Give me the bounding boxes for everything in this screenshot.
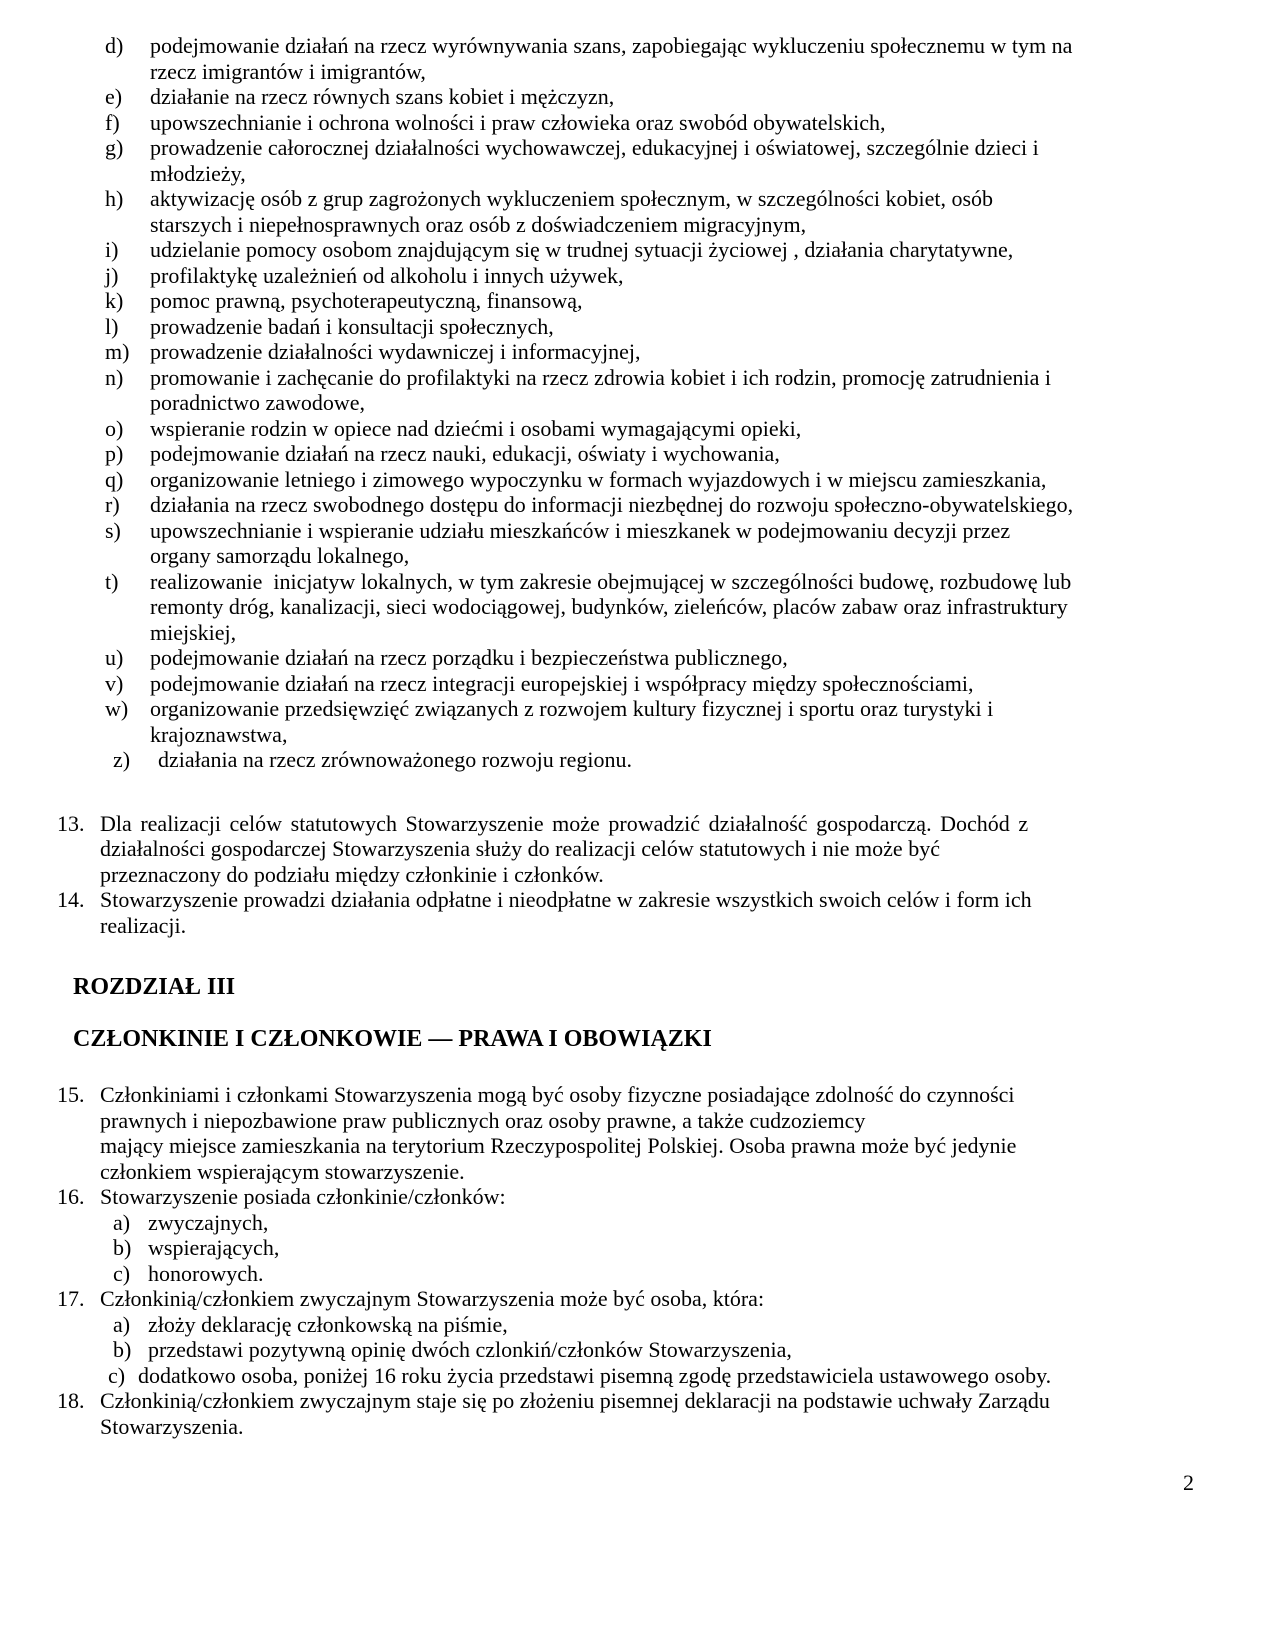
numbered-item — [57, 1082, 1257, 1184]
letter-item — [105, 263, 1257, 289]
text-line: realizowanie inicjatyw lokalnych, w tym zakresie obejmującej w szczególności budowę, rozbudowę lub — [150, 568, 1072, 594]
list-marker: f) — [105, 109, 120, 135]
item-text — [150, 237, 1257, 263]
number-marker: 17. — [57, 1286, 85, 1311]
text-line: Stowarzyszenia. — [100, 1413, 244, 1439]
number-marker: 14. — [57, 887, 85, 912]
item-text — [150, 645, 1257, 671]
item-text — [158, 747, 1257, 773]
item-text — [150, 84, 1257, 110]
item-text — [150, 569, 1257, 646]
item-text — [150, 314, 1257, 340]
text-line: wspieranie rodzin w opiece nad dziećmi i osobami wymagającymi opieki, — [150, 415, 802, 441]
item-text — [150, 671, 1257, 697]
letter-item — [105, 492, 1257, 518]
text-line: starszych i niepełnosprawnych oraz osób z doświadczeniem migracyjnym, — [150, 211, 807, 237]
number-marker: 13. — [57, 810, 85, 836]
text-line: dodatkowo osoba, poniżej 16 roku życia przedstawi pisemną zgodę przedstawiciela ustawowego osoby. — [138, 1362, 1052, 1388]
numbered-item — [57, 1388, 1257, 1439]
text-line: organy samorządu lokalnego, — [150, 543, 410, 568]
numbered-item — [57, 1286, 1257, 1388]
item-text — [150, 467, 1257, 493]
text-line: podejmowanie działań na rzecz integracji europejskiej i współpracy między społecznościami, — [150, 670, 974, 696]
list-marker: c) — [108, 1362, 126, 1388]
list-marker: a) — [113, 1311, 131, 1337]
sub-list-item — [113, 1337, 1257, 1363]
text-line: aktywizację osób z grup zagrożonych wykluczeniem społecznym, w szczególności kobiet, osób — [150, 186, 994, 211]
text-line: poradnictwo zawodowe, — [150, 390, 366, 415]
item-text — [100, 887, 1257, 938]
list-marker: a) — [113, 1209, 131, 1235]
text-line: organizowanie przedsięwzięć związanych z rozwojem kultury fizycznej i sportu oraz turystyki i — [150, 696, 994, 721]
letter-item — [105, 441, 1257, 467]
letter-item — [105, 416, 1257, 442]
item-text — [150, 518, 1257, 569]
text-line: działalności gospodarczej Stowarzyszenia służy do realizacji celów statutowych i nie może być — [100, 836, 940, 861]
chapter-heading: ROZDZIAŁ III — [73, 974, 236, 1000]
sub-list-item — [108, 1363, 1257, 1389]
list-marker: u) — [105, 645, 124, 670]
list-marker: l) — [105, 313, 119, 339]
lettered-list — [57, 33, 1257, 773]
document-content — [57, 33, 1257, 1439]
text-line: udzielanie pomocy osobom znajdującym się w trudnej sytuacji życiowej , działania charytatywne, — [150, 237, 1014, 262]
list-marker: b) — [113, 1235, 132, 1260]
list-marker: d) — [105, 33, 124, 58]
list-marker: s) — [105, 517, 121, 543]
text-line: upowszechnianie i wspieranie udziału mieszkańców i mieszkanek w podejmowaniu decyzji przez — [150, 517, 1011, 543]
item-text — [100, 811, 1257, 888]
list-marker: q) — [105, 466, 124, 492]
text-line: promowanie i zachęcanie do profilaktyki na rzecz zdrowia kobiet i ich rodzin, promocję zatrudnienia i — [150, 364, 1052, 390]
item-text — [150, 288, 1257, 314]
item-text — [150, 441, 1257, 467]
letter-item — [105, 671, 1257, 697]
text-line: członkiem wspierającym stowarzyszenie. — [100, 1158, 465, 1184]
letter-item — [105, 84, 1257, 110]
section-heading: CZŁONKINIE I CZŁONKOWIE — PRAWA I OBOWIĄZKI — [73, 1026, 712, 1052]
text-line: remonty dróg, kanalizacji, sieci wodociągowej, budynków, zieleńców, placów zabaw oraz infrastruktury — [150, 594, 1068, 619]
item-text — [150, 186, 1257, 237]
text-line: wspierających, — [148, 1235, 280, 1260]
text-line: przeznaczony do podziału między członkinie i członków. — [100, 861, 604, 887]
numbered-item — [57, 887, 1257, 938]
text-line: działania na rzecz swobodnego dostępu do informacji niezbędnej do rozwoju społeczno-obywatelskiego, — [150, 492, 1074, 517]
numbered-list-15-18 — [57, 1082, 1257, 1439]
sub-list-item — [113, 1210, 1257, 1236]
list-marker: c) — [113, 1260, 131, 1286]
text-line: Stowarzyszenie posiada członkinie/członków: — [100, 1184, 506, 1209]
letter-item — [105, 569, 1257, 646]
list-marker: j) — [105, 262, 119, 288]
text-line: działania na rzecz zrównoważonego rozwoju regionu. — [158, 747, 632, 772]
list-marker: i) — [105, 237, 119, 262]
text-line: zwyczajnych, — [148, 1209, 269, 1235]
numbered-item — [57, 811, 1257, 888]
letter-item — [105, 339, 1257, 365]
text-line: Dla realizacji celów statutowych Stowarzyszenie może prowadzić działalność gospodarczą. Dochód z — [100, 810, 1029, 836]
text-line: prowadzenie całorocznej działalności wychowawczej, edukacyjnej i oświatowej, szczególnie dzieci i — [150, 135, 1039, 160]
page-number: 2 — [1183, 1470, 1194, 1495]
item-text — [100, 1388, 1257, 1439]
list-marker: v) — [105, 670, 124, 696]
letter-item — [105, 467, 1257, 493]
sub-list-item — [113, 1261, 1257, 1287]
letter-item — [105, 186, 1257, 237]
numbered-list-13-14 — [57, 811, 1257, 939]
list-marker: o) — [105, 415, 124, 441]
item-text — [150, 696, 1257, 747]
sub-list-item — [113, 1312, 1257, 1338]
text-line: upowszechnianie i ochrona wolności i praw człowieka oraz swobód obywatelskich, — [150, 109, 886, 135]
list-marker: b) — [113, 1337, 132, 1362]
item-text — [150, 110, 1257, 136]
text-line: Stowarzyszenie prowadzi działania odpłatne i nieodpłatne w zakresie wszystkich swoich celów i form ich — [100, 887, 1032, 912]
item-text — [150, 339, 1257, 365]
list-marker: p) — [105, 441, 124, 466]
item-text — [100, 1184, 1257, 1286]
text-line: miejskiej, — [150, 619, 237, 645]
letter-item — [105, 33, 1257, 84]
number-marker: 18. — [57, 1388, 85, 1413]
item-text — [150, 416, 1257, 442]
item-text — [150, 263, 1257, 289]
letter-item — [105, 314, 1257, 340]
list-marker: n) — [105, 364, 124, 390]
list-marker: h) — [105, 186, 124, 211]
text-line: Członkinią/członkiem zwyczajnym staje się po złożeniu pisemnej deklaracji na podstawie uchwały Zarządu — [100, 1388, 1050, 1413]
text-line: podejmowanie działań na rzecz wyrównywania szans, zapobiegając wykluczeniu społecznemu w tym na — [150, 33, 1073, 58]
letter-item — [105, 135, 1257, 186]
text-line: organizowanie letniego i zimowego wypoczynku w formach wyjazdowych i w miejscu zamieszkania, — [150, 466, 1047, 492]
item-text — [100, 1286, 1257, 1388]
text-line: Członkiniami i członkami Stowarzyszenia mogą być osoby fizyczne posiadające zdolność do czynności — [100, 1082, 1015, 1107]
item-text — [150, 492, 1257, 518]
list-marker: z) — [113, 747, 131, 772]
letter-item — [105, 110, 1257, 136]
numbered-item — [57, 1184, 1257, 1286]
text-line: profilaktykę uzależnień od alkoholu i innych używek, — [150, 262, 624, 288]
text-line: prawnych i niepozbawione praw publicznych oraz osoby prawne, a także cudzoziemcy — [100, 1107, 866, 1133]
text-line: krajoznawstwa, — [150, 721, 288, 747]
item-text — [150, 33, 1257, 84]
number-marker: 16. — [57, 1184, 85, 1209]
text-line: Członkinią/członkiem zwyczajnym Stowarzyszenia może być osoba, która: — [100, 1286, 765, 1311]
section-spacer — [57, 773, 1257, 811]
letter-item — [105, 645, 1257, 671]
list-marker: t) — [105, 568, 119, 594]
list-marker: w) — [105, 696, 129, 721]
list-marker: k) — [105, 288, 124, 313]
number-marker: 15. — [57, 1082, 85, 1107]
item-text — [150, 135, 1257, 186]
text-line: pomoc prawną, psychoterapeutyczną, finansową, — [150, 288, 583, 313]
list-marker: g) — [105, 135, 124, 160]
text-line: honorowych. — [148, 1260, 264, 1286]
list-marker: r) — [105, 492, 120, 517]
item-text — [150, 365, 1257, 416]
text-line: złoży deklarację członkowską na piśmie, — [148, 1311, 508, 1337]
letter-item — [105, 288, 1257, 314]
letter-item — [105, 365, 1257, 416]
text-line: działanie na rzecz równych szans kobiet i mężczyzn, — [150, 84, 615, 109]
letter-item — [113, 747, 1257, 773]
letter-item — [105, 237, 1257, 263]
text-line: podejmowanie działań na rzecz nauki, edukacji, oświaty i wychowania, — [150, 441, 780, 466]
text-line: realizacji. — [100, 912, 187, 938]
letter-item — [105, 696, 1257, 747]
letter-item — [105, 518, 1257, 569]
text-line: rzecz imigrantów i imigrantów, — [150, 58, 426, 84]
list-marker: e) — [105, 84, 123, 109]
sub-list-item — [113, 1235, 1257, 1261]
item-text — [100, 1082, 1257, 1184]
text-line: prowadzenie działalności wydawniczej i informacyjnej, — [150, 339, 641, 364]
list-marker: m) — [105, 339, 130, 364]
text-line: mający miejsce zamieszkania na terytorium Rzeczypospolitej Polskiej. Osoba prawna może być jedynie — [100, 1133, 1017, 1158]
text-line: młodzieży, — [150, 160, 246, 186]
text-line: przedstawi pozytywną opinię dwóch czlonkiń/członków Stowarzyszenia, — [148, 1337, 792, 1362]
text-line: prowadzenie badań i konsultacji społecznych, — [150, 313, 554, 339]
text-line: podejmowanie działań na rzecz porządku i bezpieczeństwa publicznego, — [150, 645, 788, 670]
